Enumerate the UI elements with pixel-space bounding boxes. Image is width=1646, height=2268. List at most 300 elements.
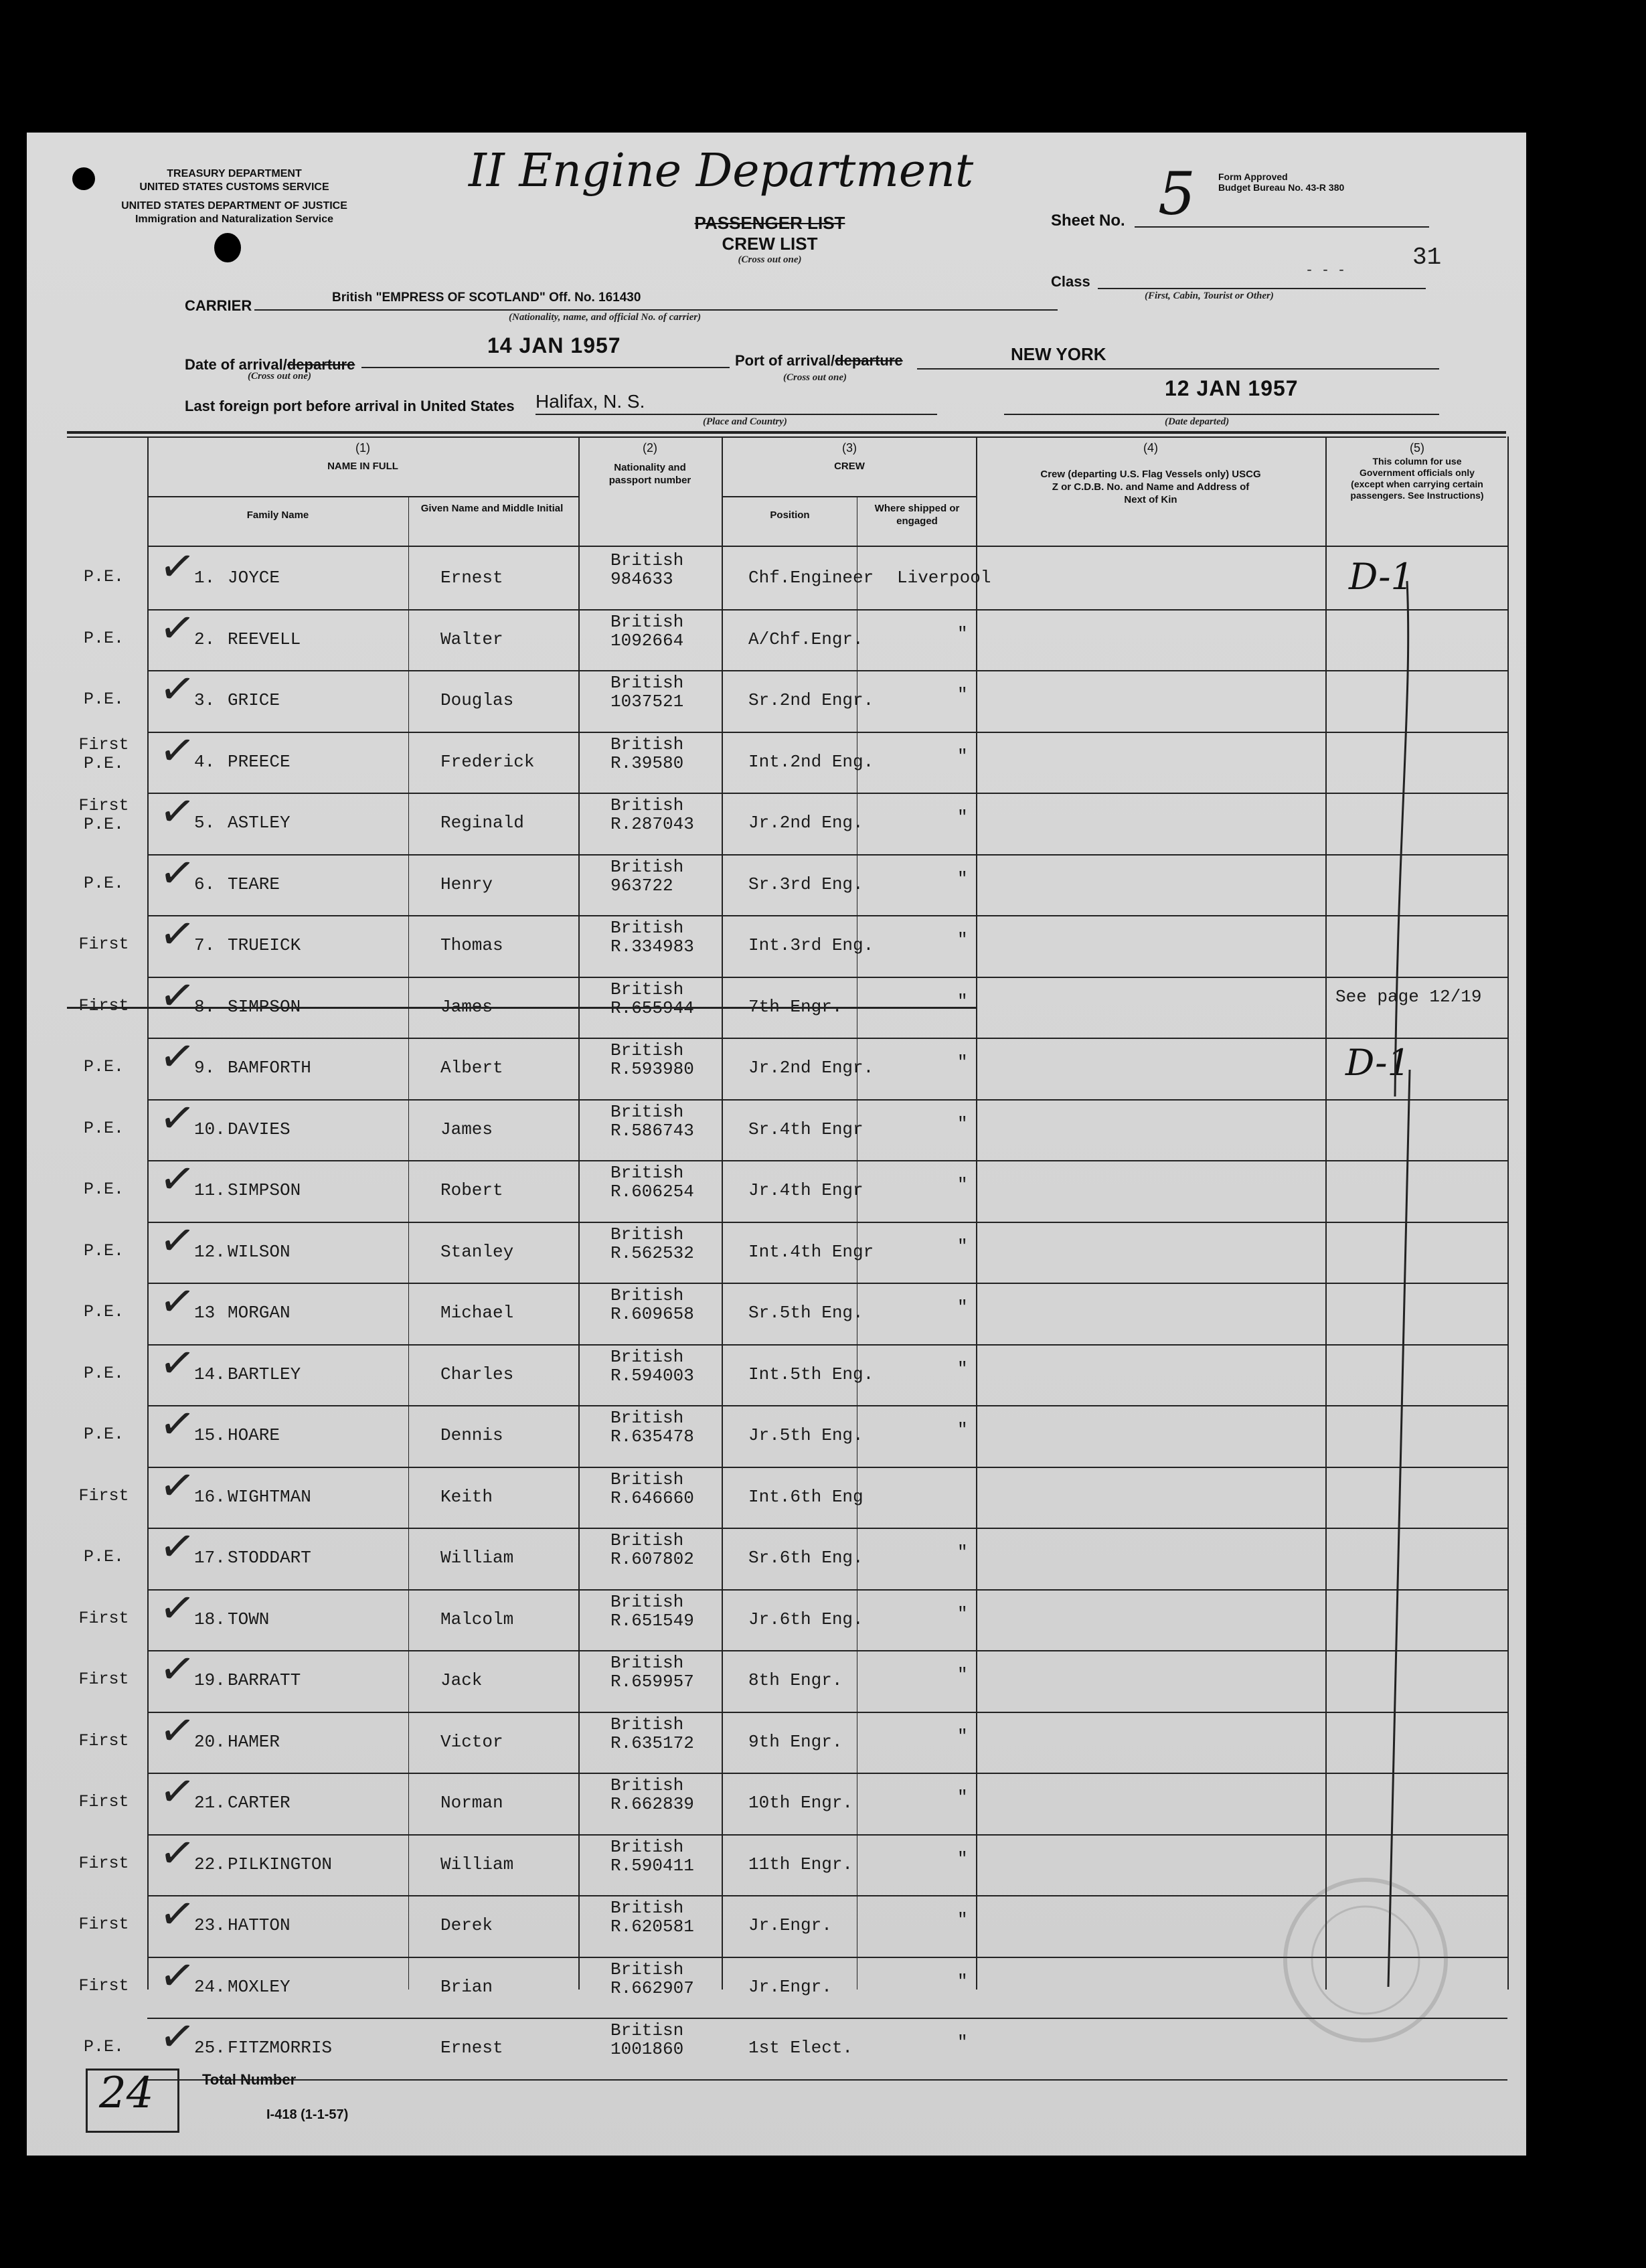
table-row bbox=[27, 969, 1526, 1038]
row-nationality: British bbox=[610, 1101, 684, 1122]
table-row bbox=[27, 1459, 1526, 1528]
row-given-name: Robert bbox=[440, 1180, 503, 1200]
row-nationality: British bbox=[610, 1591, 684, 1612]
row-family-name: WIGHTMAN bbox=[228, 1486, 311, 1507]
row-passport: R.590411 bbox=[610, 1855, 694, 1876]
class-underline bbox=[1098, 288, 1426, 289]
row-position: Int.2nd Eng. bbox=[748, 751, 874, 772]
row-strikethrough bbox=[67, 1007, 977, 1009]
row-class: First bbox=[78, 935, 129, 954]
agency-block bbox=[94, 167, 375, 226]
row-position: 7th Engr. bbox=[748, 996, 843, 1017]
row-shipped: " bbox=[957, 623, 968, 644]
last-port-value: Halifax, N. S. bbox=[536, 391, 645, 412]
row-passport: R.635172 bbox=[610, 1732, 694, 1753]
row-given-name: James bbox=[440, 1119, 493, 1139]
row-passport: R.606254 bbox=[610, 1182, 694, 1202]
row-given-name: Reginald bbox=[440, 813, 524, 833]
row-family-name: STODDART bbox=[228, 1548, 311, 1568]
row-class: First bbox=[78, 1485, 129, 1506]
date-arrival-value: 14 JAN 1957 bbox=[487, 333, 621, 357]
row-family-name: TRUEICK bbox=[228, 935, 301, 955]
row-passport: 984633 bbox=[610, 569, 673, 589]
row-class: P.E. bbox=[83, 567, 124, 586]
row-number: 10. bbox=[194, 1119, 226, 1139]
handwritten-department-title: II Engine Department bbox=[469, 145, 974, 197]
row-class: P.E. bbox=[83, 873, 124, 893]
check-mark-icon: ✓ bbox=[156, 2010, 199, 2064]
row-family-name: GRICE bbox=[228, 690, 280, 710]
row-given-name: Douglas bbox=[440, 690, 514, 710]
row-given-name: James bbox=[440, 996, 493, 1017]
row-passport: R.287043 bbox=[610, 814, 694, 834]
row-position: Int.5th Eng. bbox=[748, 1364, 874, 1384]
row-shipped: " bbox=[957, 1236, 968, 1257]
row-position: Sr.3rd Eng. bbox=[748, 874, 863, 894]
col2-title: Nationality and passport number bbox=[608, 462, 691, 486]
row-nationality: British bbox=[610, 734, 684, 754]
row-number: 17. bbox=[194, 1548, 226, 1568]
row-nationality: British bbox=[610, 979, 684, 999]
position-header: Position bbox=[770, 509, 810, 521]
row-shipped: " bbox=[957, 868, 968, 889]
family-name-header: Family Name bbox=[246, 509, 309, 521]
row-family-name: DAVIES bbox=[228, 1119, 291, 1139]
total-value: 24 bbox=[99, 2069, 154, 2118]
row-nationality: British bbox=[610, 550, 684, 570]
row-number: 22. bbox=[194, 1854, 226, 1874]
row-given-name: Dennis bbox=[440, 1425, 503, 1445]
row-given-name: Victor bbox=[440, 1731, 503, 1752]
sheet-label: Sheet No. bbox=[1051, 212, 1125, 230]
list-type-block bbox=[669, 213, 870, 266]
row-divider bbox=[147, 2079, 1507, 2081]
row-passport: R.635478 bbox=[610, 1427, 694, 1447]
row-nationality: British bbox=[610, 1898, 684, 1918]
sheet-number: 5 bbox=[1158, 159, 1196, 228]
row-given-name: Ernest bbox=[440, 568, 503, 588]
row-given-name: Henry bbox=[440, 874, 493, 894]
punch-hole bbox=[72, 167, 95, 190]
top-rule-2 bbox=[67, 436, 1506, 438]
row-nationality: British bbox=[610, 1469, 684, 1489]
row-family-name: MOXLEY bbox=[228, 1976, 291, 1997]
row-number: 6. bbox=[194, 874, 216, 894]
check-mark-icon: ✓ bbox=[156, 1091, 199, 1145]
budget-bureau-line: Budget Bureau No. 43-R 380 bbox=[1218, 182, 1345, 193]
row-given-name: Ernest bbox=[440, 2038, 503, 2058]
col5-mark-2: D-1 bbox=[1345, 1042, 1410, 1084]
row-position: Jr.2nd Eng. bbox=[748, 813, 863, 833]
row-nationality: British bbox=[610, 1408, 684, 1428]
page-number: 31 bbox=[1412, 244, 1442, 271]
row-given-name: Derek bbox=[440, 1915, 493, 1935]
row-shipped: " bbox=[957, 991, 968, 1011]
row-nationality: British bbox=[610, 673, 684, 693]
check-mark-icon: ✓ bbox=[156, 1826, 199, 1880]
row-shipped: " bbox=[957, 1787, 968, 1807]
row-passport: 1037521 bbox=[610, 692, 684, 712]
punch-hole bbox=[214, 233, 241, 262]
row-shipped: " bbox=[957, 2032, 968, 2052]
row-number: 13 bbox=[194, 1303, 216, 1323]
row-nationality: British bbox=[610, 918, 684, 938]
col1-header bbox=[147, 442, 578, 473]
check-mark-icon: ✓ bbox=[156, 1642, 199, 1697]
check-mark-icon: ✓ bbox=[156, 1030, 199, 1084]
col2-header bbox=[580, 442, 720, 487]
row-nationality: British bbox=[610, 1163, 684, 1183]
row-family-name: HAMER bbox=[228, 1731, 280, 1752]
row-position: 10th Engr. bbox=[748, 1793, 853, 1813]
table-row bbox=[27, 1091, 1526, 1161]
table-row bbox=[27, 724, 1526, 793]
table-row bbox=[27, 1704, 1526, 1773]
col5-header bbox=[1327, 442, 1507, 501]
class-value: - - - bbox=[1305, 263, 1346, 278]
col1-number: (1) bbox=[355, 441, 370, 455]
row-family-name: PREECE bbox=[228, 751, 291, 772]
row-nationality: British bbox=[610, 1959, 684, 1979]
row-given-name: Walter bbox=[440, 629, 503, 649]
row-passport: R.659957 bbox=[610, 1672, 694, 1692]
row-passport: R.607802 bbox=[610, 1549, 694, 1569]
row-family-name: SIMPSON bbox=[228, 1180, 301, 1200]
row-given-name: Frederick bbox=[440, 751, 535, 772]
row-passport: R.593980 bbox=[610, 1059, 694, 1079]
row-class: First bbox=[78, 995, 129, 1016]
row-given-name: Michael bbox=[440, 1303, 514, 1323]
col3-title: CREW bbox=[834, 461, 865, 472]
row-family-name: FITZMORRIS bbox=[228, 2038, 333, 2058]
row-nationality: Britisn bbox=[610, 2020, 684, 2040]
row-given-name: Norman bbox=[440, 1793, 503, 1813]
row-class: P.E. bbox=[83, 628, 124, 648]
row-number: 14. bbox=[194, 1364, 226, 1384]
table-row bbox=[27, 1520, 1526, 1589]
row-number: 20. bbox=[194, 1731, 226, 1752]
table-row bbox=[27, 540, 1526, 609]
col1-title: NAME IN FULL bbox=[327, 461, 398, 472]
row-family-name: TOWN bbox=[228, 1609, 270, 1629]
check-mark-icon: ✓ bbox=[156, 1949, 199, 2003]
row-number: 16. bbox=[194, 1486, 226, 1507]
row-class: First bbox=[78, 1730, 129, 1751]
check-mark-icon: ✓ bbox=[156, 969, 199, 1023]
row-position: A/Chf.Engr. bbox=[748, 629, 863, 649]
col4-header bbox=[977, 442, 1324, 506]
table-row bbox=[27, 1152, 1526, 1222]
row-given-name: Malcolm bbox=[440, 1609, 514, 1629]
row-shipped: " bbox=[957, 807, 968, 827]
row-family-name: TEARE bbox=[228, 874, 280, 894]
row-shipped: " bbox=[957, 1113, 968, 1134]
table-row bbox=[27, 1765, 1526, 1834]
row-given-name: Stanley bbox=[440, 1241, 514, 1262]
check-mark-icon: ✓ bbox=[156, 846, 199, 900]
carrier-label: CARRIER bbox=[185, 297, 252, 314]
row-position: 1st Elect. bbox=[748, 2038, 853, 2058]
date-departed-value: 12 JAN 1957 bbox=[1165, 376, 1299, 400]
row-passport: R.662839 bbox=[610, 1794, 694, 1814]
row-shipped: " bbox=[957, 1910, 968, 1930]
row-class: First bbox=[78, 1792, 129, 1811]
row-passport: R.594003 bbox=[610, 1365, 694, 1386]
col1-sub-divider bbox=[147, 496, 578, 497]
row-number: 9. bbox=[194, 1058, 216, 1078]
row-class: First P.E. bbox=[78, 796, 129, 834]
row-class: P.E. bbox=[83, 1240, 124, 1261]
row-class: First bbox=[78, 1975, 129, 1996]
row-family-name: BARRATT bbox=[228, 1670, 301, 1690]
row-passport: R.562532 bbox=[610, 1242, 694, 1263]
row-passport: R.609658 bbox=[610, 1304, 694, 1324]
row-nationality: British bbox=[610, 611, 684, 632]
row-class: First bbox=[78, 1853, 129, 1873]
agency-line: UNITED STATES CUSTOMS SERVICE bbox=[139, 181, 329, 193]
row-given-name: Keith bbox=[440, 1486, 493, 1507]
row-shipped: " bbox=[957, 1848, 968, 1869]
form-number: I-418 (1-1-57) bbox=[266, 2107, 349, 2122]
row-family-name: MORGAN bbox=[228, 1303, 291, 1323]
cross-out-note: (Cross out one) bbox=[738, 254, 802, 265]
table-row bbox=[27, 1397, 1526, 1467]
check-mark-icon: ✓ bbox=[156, 1520, 199, 1574]
col3-sub-divider bbox=[722, 496, 976, 497]
row-shipped: Liverpool bbox=[897, 568, 991, 588]
form-approved-line: Form Approved bbox=[1218, 171, 1288, 182]
row-class: P.E. bbox=[83, 1302, 124, 1321]
row-position: Jr.Engr. bbox=[748, 1976, 832, 1997]
row-position: Jr.Engr. bbox=[748, 1915, 832, 1935]
port-arrival-underline bbox=[917, 368, 1439, 370]
row-number: 3. bbox=[194, 690, 216, 710]
check-mark-icon: ✓ bbox=[156, 1581, 199, 1635]
table-row bbox=[27, 1336, 1526, 1406]
form-approved bbox=[1218, 171, 1344, 193]
row-number: 2. bbox=[194, 629, 216, 649]
row-passport: R.646660 bbox=[610, 1487, 694, 1508]
row-class: P.E. bbox=[83, 1363, 124, 1383]
row-position: Int.4th Engr bbox=[748, 1241, 874, 1262]
row-family-name: WILSON bbox=[228, 1241, 291, 1262]
col3-number: (3) bbox=[842, 441, 857, 455]
row-given-name: Brian bbox=[440, 1976, 493, 1997]
row-family-name: BARTLEY bbox=[228, 1364, 301, 1384]
row-shipped: " bbox=[957, 1726, 968, 1747]
table-row bbox=[27, 1581, 1526, 1651]
table-row bbox=[27, 907, 1526, 977]
row-position: Sr.4th Engr bbox=[748, 1119, 863, 1139]
table-row bbox=[27, 662, 1526, 732]
row-number: 4. bbox=[194, 751, 216, 772]
row-given-name: William bbox=[440, 1548, 514, 1568]
row-given-name: Thomas bbox=[440, 935, 503, 955]
row-number: 24. bbox=[194, 1976, 226, 1997]
row-note: See page 12/19 bbox=[1335, 987, 1482, 1007]
row-passport: R.334983 bbox=[610, 937, 694, 957]
sheet-underline bbox=[1135, 226, 1429, 228]
row-class: First P.E. bbox=[78, 734, 129, 773]
check-mark-icon: ✓ bbox=[156, 1459, 199, 1513]
seal-stamp bbox=[1279, 1873, 1453, 2047]
date-departed-underline bbox=[1004, 414, 1439, 415]
top-rule bbox=[67, 431, 1506, 434]
row-position: Int.3rd Eng. bbox=[748, 935, 874, 955]
row-nationality: British bbox=[610, 1285, 684, 1305]
row-family-name: REEVELL bbox=[228, 629, 301, 649]
row-passport: R.620581 bbox=[610, 1917, 694, 1937]
row-nationality: British bbox=[610, 1714, 684, 1734]
row-class: P.E. bbox=[83, 1547, 124, 1566]
col5-number: (5) bbox=[1410, 441, 1424, 455]
row-class: P.E. bbox=[83, 1425, 124, 1444]
row-passport: R.662907 bbox=[610, 1977, 694, 1998]
row-given-name: Charles bbox=[440, 1364, 514, 1384]
row-position: Sr.5th Eng. bbox=[748, 1303, 863, 1323]
row-position: 8th Engr. bbox=[748, 1670, 843, 1690]
col5-title: This column for use Government officials only (except when carrying certain passengers. See Instructions) bbox=[1350, 456, 1484, 501]
row-given-name: William bbox=[440, 1854, 514, 1874]
date-arrival-struck: departure bbox=[286, 356, 355, 373]
row-class: P.E. bbox=[83, 1180, 124, 1199]
row-nationality: British bbox=[610, 795, 684, 815]
row-position: Sr.6th Eng. bbox=[748, 1548, 863, 1568]
place-note: (Place and Country) bbox=[703, 416, 787, 427]
row-shipped: " bbox=[957, 1603, 968, 1624]
carrier-value: British "EMPRESS OF SCOTLAND" Off. No. 161430 bbox=[332, 291, 641, 305]
row-family-name: PILKINGTON bbox=[228, 1854, 333, 1874]
row-passport: R.651549 bbox=[610, 1610, 694, 1631]
row-nationality: British bbox=[610, 1836, 684, 1857]
date-arrival-label-text: Date of arrival/ bbox=[185, 356, 287, 373]
table-row bbox=[27, 1642, 1526, 1712]
col4-title: Crew (departing U.S. Flag Vessels only) USCG Z or C.D.B. No. and Name and Address of Next of Kin bbox=[1040, 469, 1261, 505]
carrier-note: (Nationality, name, and official No. of carrier) bbox=[509, 312, 702, 323]
agency-line: UNITED STATES DEPARTMENT OF JUSTICE bbox=[121, 200, 347, 212]
row-number: 11. bbox=[194, 1180, 226, 1200]
table-row bbox=[27, 1275, 1526, 1344]
row-nationality: British bbox=[610, 1530, 684, 1550]
col3-header bbox=[723, 442, 976, 473]
check-mark-icon: ✓ bbox=[156, 1704, 199, 1758]
row-class: First bbox=[78, 1915, 129, 1934]
date-departed-note: (Date departed) bbox=[1165, 416, 1230, 427]
check-mark-icon: ✓ bbox=[156, 601, 199, 655]
header-bottom-rule bbox=[147, 546, 1507, 547]
row-nationality: British bbox=[610, 1040, 684, 1060]
row-nationality: British bbox=[610, 1653, 684, 1673]
col5-mark-1: D-1 bbox=[1349, 556, 1414, 598]
col2-number: (2) bbox=[643, 441, 657, 455]
row-shipped: " bbox=[957, 1052, 968, 1072]
check-mark-icon: ✓ bbox=[156, 540, 199, 594]
crew-list-sheet bbox=[27, 133, 1526, 2156]
given-name-header: Given Name and Middle Initial bbox=[420, 503, 564, 514]
class-label: Class bbox=[1051, 273, 1090, 290]
check-mark-icon: ✓ bbox=[156, 1275, 199, 1329]
carrier-underline bbox=[254, 309, 1058, 311]
total-label: Total Number bbox=[202, 2071, 297, 2088]
row-shipped: " bbox=[957, 930, 968, 950]
check-mark-icon: ✓ bbox=[156, 724, 199, 778]
row-position: 9th Engr. bbox=[748, 1731, 843, 1752]
row-shipped: " bbox=[957, 1542, 968, 1562]
row-shipped: " bbox=[957, 1358, 968, 1379]
check-mark-icon: ✓ bbox=[156, 1397, 199, 1452]
col4-number: (4) bbox=[1143, 441, 1158, 455]
row-position: Sr.2nd Engr. bbox=[748, 690, 874, 710]
port-arrival-value: NEW YORK bbox=[1011, 344, 1106, 364]
row-class: P.E. bbox=[83, 1118, 124, 1138]
check-mark-icon: ✓ bbox=[156, 1765, 199, 1819]
row-shipped: " bbox=[957, 746, 968, 766]
list-type: CREW LIST bbox=[722, 234, 818, 254]
check-mark-icon: ✓ bbox=[156, 785, 199, 839]
row-passport: R.655944 bbox=[610, 997, 694, 1018]
row-passport: 1092664 bbox=[610, 630, 684, 651]
row-number: 21. bbox=[194, 1793, 226, 1813]
row-nationality: British bbox=[610, 856, 684, 877]
check-mark-icon: ✓ bbox=[156, 907, 199, 962]
row-class: First bbox=[78, 1670, 129, 1689]
row-position: Int.6th Eng bbox=[748, 1486, 863, 1507]
port-arrival-label bbox=[735, 352, 903, 370]
row-given-name: Albert bbox=[440, 1058, 503, 1078]
row-family-name: CARTER bbox=[228, 1793, 291, 1813]
row-number: 1. bbox=[194, 568, 216, 588]
row-class: First bbox=[78, 1608, 129, 1628]
row-shipped: " bbox=[957, 1297, 968, 1317]
row-position: Jr.6th Eng. bbox=[748, 1609, 863, 1629]
row-passport: R.586743 bbox=[610, 1120, 694, 1141]
last-port-underline bbox=[536, 414, 937, 415]
row-class: P.E. bbox=[83, 1057, 124, 1076]
row-passport: 963722 bbox=[610, 875, 673, 896]
agency-line: TREASURY DEPARTMENT bbox=[167, 168, 302, 179]
row-nationality: British bbox=[610, 1775, 684, 1795]
check-mark-icon: ✓ bbox=[156, 662, 199, 717]
row-shipped: " bbox=[957, 1665, 968, 1685]
row-shipped: " bbox=[957, 1175, 968, 1195]
row-shipped: " bbox=[957, 1971, 968, 1992]
port-arrival-cross-note: (Cross out one) bbox=[783, 372, 847, 383]
list-type-struck: PASSENGER LIST bbox=[694, 213, 845, 233]
row-number: 12. bbox=[194, 1241, 226, 1262]
row-class: P.E. bbox=[83, 690, 124, 709]
row-nationality: British bbox=[610, 1346, 684, 1367]
table-row bbox=[27, 1214, 1526, 1283]
date-arrival-underline bbox=[361, 367, 730, 368]
row-position: Jr.5th Eng. bbox=[748, 1425, 863, 1445]
table-row bbox=[27, 846, 1526, 916]
check-mark-icon: ✓ bbox=[156, 1336, 199, 1390]
row-class: P.E. bbox=[83, 2037, 124, 2056]
row-position: Jr.4th Engr bbox=[748, 1180, 863, 1200]
agency-line: Immigration and Naturalization Service bbox=[135, 214, 334, 225]
row-shipped: " bbox=[957, 1420, 968, 1440]
row-position: Jr.2nd Engr. bbox=[748, 1058, 874, 1078]
row-family-name: ASTLEY bbox=[228, 813, 291, 833]
row-family-name: HATTON bbox=[228, 1915, 291, 1935]
check-mark-icon: ✓ bbox=[156, 1152, 199, 1207]
port-arrival-struck: departure bbox=[835, 352, 903, 369]
date-arrival-cross-note: (Cross out one) bbox=[248, 371, 312, 382]
row-family-name: SIMPSON bbox=[228, 996, 301, 1017]
check-mark-icon: ✓ bbox=[156, 1214, 199, 1268]
row-number: 15. bbox=[194, 1425, 226, 1445]
where-shipped-header: Where shipped or engaged bbox=[874, 503, 960, 527]
